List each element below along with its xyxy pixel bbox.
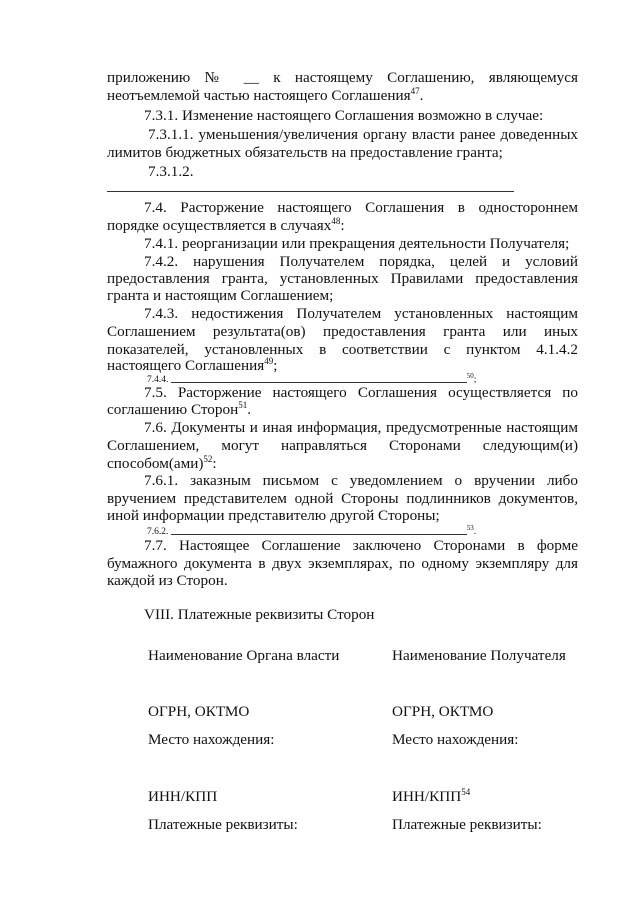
footnote-ref-47: 47 — [410, 86, 420, 96]
clause-7-3-1-2: 7.3.1.2. — [148, 163, 194, 180]
paragraph-line: вручением представителем одной Стороны подлинников документов, — [107, 490, 578, 507]
clause-7-3-1-1: 7.3.1.1. уменьшения/увеличения органу власти ранее доведенных — [148, 126, 578, 143]
clause-7-6-1: 7.6.1. заказным письмом с уведомлением о вручении либо — [144, 472, 578, 489]
recipient-name-label: Наименование Получателя — [392, 647, 566, 664]
paragraph-line: Соглашением результата(ов) предоставления гранта или иных — [107, 323, 578, 340]
paragraph-line: бумажного документа в двух экземплярах, по одному экземпляру для — [107, 555, 578, 572]
section-heading: VIII. Платежные реквизиты Сторон — [144, 606, 375, 623]
clause-7-6-2: 7.6.2. $^{53}$. — [147, 524, 477, 537]
recipient-ogrn-label: ОГРН, ОКТМО — [392, 703, 494, 720]
authority-inn-label: ИНН/КПП — [148, 788, 218, 805]
paragraph-line: настоящего Соглашения$^{49}$; — [107, 356, 278, 374]
authority-ogrn-label: ОГРН, ОКТМО — [148, 703, 250, 720]
recipient-inn-label: ИНН/КПП$^{54}$ — [392, 787, 471, 805]
footnote-ref-48: 48 — [331, 216, 341, 226]
paragraph-line: способом(ами)$^{52}$: — [107, 454, 217, 472]
recipient-payment-label: Платежные реквизиты: — [392, 816, 542, 833]
clause-7-4-2: 7.4.2. нарушения Получателем порядка, целей и условий — [144, 253, 578, 270]
paragraph-line: иной информации представителю другой Стороны; — [107, 507, 440, 524]
footnote-ref-53: 53 — [466, 524, 474, 532]
fill-in-blank — [171, 523, 467, 535]
footnote-ref-52: 52 — [203, 454, 213, 464]
paragraph-line: каждой из Сторон. — [107, 572, 228, 589]
footnote-ref-54: 54 — [461, 787, 471, 797]
clause-7-6: 7.6. Документы и иная информация, предусмотренные настоящим — [144, 419, 578, 436]
paragraph-line: показателей, установленных в соответствии с пунктом 4.1.4.2 — [107, 341, 578, 358]
paragraph-line: неотъемлемой частью настоящего Соглашения$^{47}$. — [107, 86, 424, 104]
paragraph-line: гранта и настоящим Соглашением; — [107, 287, 334, 304]
paragraph-line: соглашению Сторон$^{51}$. — [107, 400, 252, 418]
paragraph-line: предоставления гранта, установленных Правилами предоставления — [107, 270, 578, 287]
authority-location-label: Место нахождения: — [148, 731, 275, 748]
fill-in-blank — [171, 371, 467, 383]
footnote-ref-49: 49 — [264, 356, 274, 366]
recipient-location-label: Место нахождения: — [392, 731, 519, 748]
paragraph-line: лимитов бюджетных обязательств на предоставление гранта; — [107, 144, 503, 161]
clause-7-4-4: 7.4.4. $^{50}$; — [147, 372, 477, 385]
paragraph-line: порядке осуществляется в случаях$^{48}$: — [107, 216, 345, 234]
authority-name-label: Наименование Органа власти — [148, 647, 340, 664]
clause-7-4: 7.4. Расторжение настоящего Соглашения в одностороннем — [144, 199, 578, 216]
clause-7-4-3: 7.4.3. недостижения Получателем установленных настоящим — [144, 305, 578, 322]
footnote-ref-51: 51 — [238, 400, 248, 410]
clause-7-5: 7.5. Расторжение настоящего Соглашения осуществляется по — [144, 384, 578, 401]
footnote-ref-50: 50 — [466, 372, 474, 380]
clause-7-7: 7.7. Настоящее Соглашение заключено Сторонами в форме — [144, 537, 578, 554]
paragraph-line: приложению № __ к настоящему Соглашению, являющемуся — [107, 69, 578, 86]
fill-in-line — [107, 191, 514, 192]
paragraph-line: Соглашением, могут направляться Сторонами следующим(и) — [107, 437, 578, 454]
clause-7-4-1: 7.4.1. реорганизации или прекращения деятельности Получателя; — [144, 235, 570, 252]
authority-payment-label: Платежные реквизиты: — [148, 816, 298, 833]
clause-7-3-1: 7.3.1. Изменение настоящего Соглашения возможно в случае: — [144, 107, 544, 124]
